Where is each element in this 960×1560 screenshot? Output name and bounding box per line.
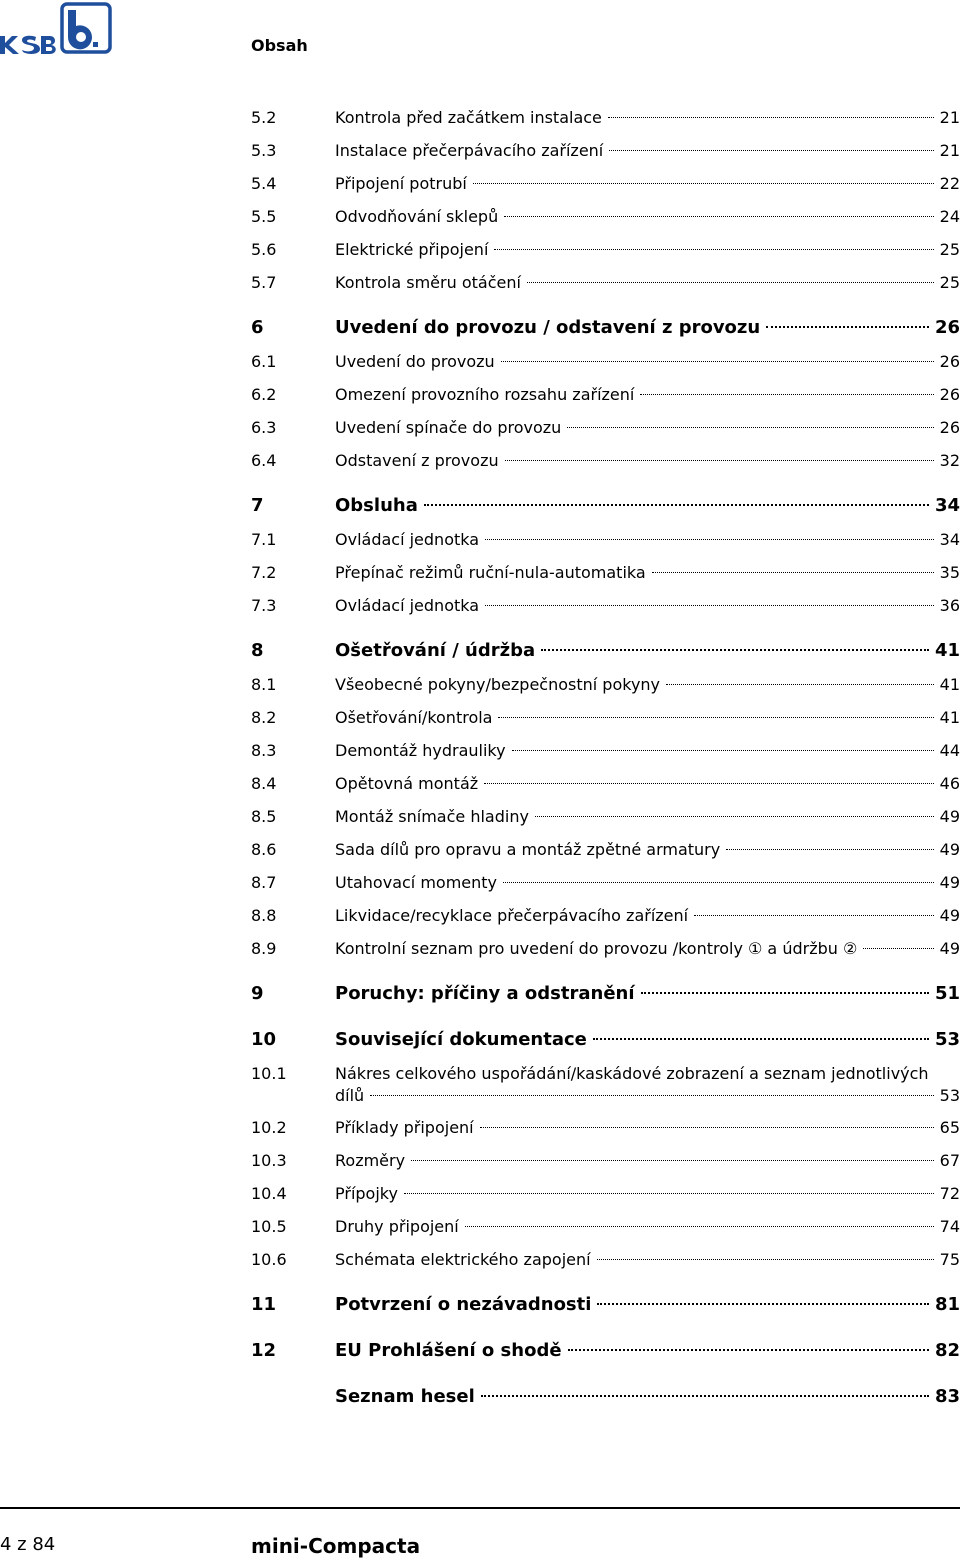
toc-entry-body (335, 800, 960, 833)
toc-entry-page: 22 (939, 174, 960, 193)
toc-entry-page: 44 (939, 741, 960, 760)
toc-entry-body (335, 1079, 960, 1112)
toc-entry-number: 5.2 (251, 108, 277, 127)
toc-chapter-entry[interactable] (251, 1288, 960, 1322)
toc-entry-title: Ovládací jednotka (335, 596, 480, 615)
toc-entry-body (335, 833, 960, 866)
toc-entry-body (335, 1288, 960, 1322)
toc-entry-number: 5.5 (251, 207, 277, 226)
toc-entry-number: 8 (251, 640, 264, 661)
toc-entry-number: 12 (251, 1340, 277, 1361)
toc-entry-title: Obsluha (335, 495, 418, 516)
toc-entry-title: Všeobecné pokyny/bezpečnostní pokyny (335, 675, 661, 694)
toc-entry-number: 10.5 (251, 1217, 287, 1236)
toc-section-entry[interactable] (251, 345, 960, 378)
toc-entry-page: 72 (939, 1184, 960, 1203)
toc-entry-page: 36 (939, 596, 960, 615)
toc-section-entry[interactable] (251, 767, 960, 800)
toc-entry-body (335, 411, 960, 444)
toc-entry-page: 49 (939, 939, 960, 958)
toc-entry-number: 6.3 (251, 418, 277, 437)
toc-section-entry[interactable] (251, 800, 960, 833)
toc-section-entry[interactable] (251, 866, 960, 899)
footer-divider (0, 1507, 960, 1509)
toc-entry-body (335, 200, 960, 233)
toc-section-entry[interactable] (251, 556, 960, 589)
toc-entry-number: 10.3 (251, 1151, 287, 1170)
toc-entry-body (335, 233, 960, 266)
toc-entry-number: 10.1 (251, 1064, 287, 1083)
toc-entry-body (335, 634, 960, 668)
toc-section-entry[interactable] (251, 378, 960, 411)
toc-chapter-entry[interactable] (251, 634, 960, 668)
toc-entry-title: Ovládací jednotka (335, 530, 480, 549)
toc-entry-page: 41 (939, 708, 960, 727)
toc-entry-body (335, 1023, 960, 1057)
toc-entry-title: Odstavení z provozu (335, 451, 499, 470)
toc-chapter-entry[interactable] (251, 977, 960, 1011)
header-title: Obsah (251, 36, 308, 55)
toc-entry-title: Uvedení do provozu (335, 352, 495, 371)
toc-entry-page: 46 (939, 774, 960, 793)
toc-section-entry[interactable] (251, 1243, 960, 1276)
toc-chapter-entry[interactable] (251, 1023, 960, 1057)
toc-entry-body (335, 1243, 960, 1276)
toc-entry-page: 25 (939, 240, 960, 259)
toc-entry-body (335, 266, 960, 299)
toc-entry-page: 25 (939, 273, 960, 292)
toc-entry-body (335, 866, 960, 899)
toc-dot-leader (481, 1395, 929, 1397)
toc-entry-body (335, 1380, 960, 1414)
toc-entry-title: Související dokumentace (335, 1029, 587, 1050)
toc-gap (251, 477, 960, 489)
toc-dot-leader (608, 117, 934, 118)
toc-entry-body (335, 977, 960, 1011)
toc-entry-number: 8.1 (251, 675, 277, 694)
toc-section-entry[interactable] (251, 1177, 960, 1210)
toc-entry-page: 83 (934, 1386, 960, 1407)
toc-entry-page: 34 (934, 495, 960, 516)
toc-entry-title: Montáž snímače hladiny (335, 807, 529, 826)
toc-entry-title: Demontáž hydrauliky (335, 741, 506, 760)
toc-entry-title: Sada dílů pro opravu a montáž zpětné armatury (335, 840, 721, 859)
toc-entry-page: 65 (939, 1118, 960, 1137)
toc-entry-title: Elektrické připojení (335, 240, 489, 259)
toc-entry-title: Kontrola směru otáčení (335, 273, 521, 292)
toc-entry-body (335, 167, 960, 200)
toc-entry-title: Uvedení do provozu / odstavení z provozu (335, 317, 761, 338)
toc-entry-number: 8.4 (251, 774, 277, 793)
toc-entry-number: 11 (251, 1294, 277, 1315)
toc-entry-title: EU Prohlášení o shodě (335, 1340, 562, 1361)
toc-entry-body (335, 134, 960, 167)
toc-entry-title: dílů (335, 1086, 365, 1105)
toc-gap (251, 1368, 960, 1380)
toc-entry-body (335, 1334, 960, 1368)
toc-entry-title: Druhy připojení (335, 1217, 459, 1236)
toc-dot-leader (485, 605, 934, 606)
toc-entry-number: 10.6 (251, 1250, 287, 1269)
toc-entry-body (335, 523, 960, 556)
toc-entry-body (335, 1210, 960, 1243)
toc-section-entry[interactable] (251, 523, 960, 556)
toc-dot-leader (597, 1303, 929, 1305)
toc-entry-number: 8.8 (251, 906, 277, 925)
toc-section-entry[interactable] (251, 668, 960, 701)
toc-entry-body (335, 932, 960, 965)
toc-entry-title: Ošetřování / údržba (335, 640, 536, 661)
toc-entry-number: 9 (251, 983, 264, 1004)
toc-section-entry[interactable] (251, 589, 960, 622)
toc-section-entry[interactable] (251, 1111, 960, 1144)
toc-section-entry[interactable] (251, 134, 960, 167)
toc-dot-leader (640, 394, 933, 395)
toc-entry-body (335, 899, 960, 932)
toc-entry-page: 35 (939, 563, 960, 582)
toc-gap (251, 622, 960, 634)
toc-dot-leader (535, 816, 934, 817)
toc-section-entry[interactable] (251, 101, 960, 134)
toc-entry-body (335, 1177, 960, 1210)
toc-entry-page: 26 (934, 317, 960, 338)
toc-gap (251, 1011, 960, 1023)
toc-entry-title-line1: Nákres celkového uspořádání/kaskádové zobrazení a seznam jednotlivých (335, 1064, 929, 1083)
toc-dot-leader (766, 326, 929, 328)
toc-entry-title: Kontrola před začátkem instalace (335, 108, 602, 127)
toc-dot-leader (370, 1095, 933, 1096)
toc-entry-body (335, 1144, 960, 1177)
toc-dot-leader (494, 249, 933, 250)
toc-dot-leader (484, 783, 933, 784)
toc-entry-number: 6.1 (251, 352, 277, 371)
toc-entry-page: 49 (939, 906, 960, 925)
toc-entry-body (335, 345, 960, 378)
toc-entry-body (335, 701, 960, 734)
toc-entry-title: Ošetřování/kontrola (335, 708, 493, 727)
toc-entry-body (335, 668, 960, 701)
toc-dot-leader (501, 361, 934, 362)
table-of-contents (251, 101, 960, 1414)
toc-entry-title: Potvrzení o nezávadnosti (335, 1294, 592, 1315)
toc-dot-leader (609, 150, 933, 151)
toc-dot-leader (498, 717, 933, 718)
toc-entry-body (335, 378, 960, 411)
toc-entry-page: 74 (939, 1217, 960, 1236)
toc-entry-number: 8.7 (251, 873, 277, 892)
toc-dot-leader (424, 504, 929, 506)
toc-dot-leader (541, 649, 929, 651)
toc-dot-leader (505, 460, 934, 461)
toc-entry-page: 34 (939, 530, 960, 549)
toc-entry-page: 53 (934, 1029, 960, 1050)
toc-chapter-entry[interactable] (251, 489, 960, 523)
toc-section-entry[interactable] (251, 266, 960, 299)
toc-entry-number: 7 (251, 495, 264, 516)
toc-entry-page: 24 (939, 207, 960, 226)
toc-dot-leader (652, 572, 934, 573)
ksb-logo-icon (0, 2, 115, 54)
toc-dot-leader (473, 183, 934, 184)
toc-entry-title: Schémata elektrického zapojení (335, 1250, 591, 1269)
toc-entry-page: 26 (939, 352, 960, 371)
toc-entry-number: 10 (251, 1029, 277, 1050)
toc-gap (251, 1322, 960, 1334)
ksb-logo (0, 2, 115, 54)
toc-dot-leader (666, 684, 934, 685)
toc-entry-title: Přípojky (335, 1184, 398, 1203)
toc-entry-number: 5.3 (251, 141, 277, 160)
toc-entry-page: 51 (934, 983, 960, 1004)
toc-entry-title: Přepínač režimů ruční-nula-automatika (335, 563, 646, 582)
toc-entry-page: 81 (934, 1294, 960, 1315)
toc-entry-number: 6.4 (251, 451, 277, 470)
toc-entry-number: 8.9 (251, 939, 277, 958)
toc-section-entry[interactable] (251, 734, 960, 767)
toc-entry-title: Odvodňování sklepů (335, 207, 499, 226)
toc-entry-number: 7.1 (251, 530, 277, 549)
toc-entry-title: Uvedení spínače do provozu (335, 418, 562, 437)
toc-entry-page: 21 (939, 108, 960, 127)
toc-entry-number: 7.2 (251, 563, 277, 582)
toc-entry-page: 49 (939, 807, 960, 826)
toc-section-entry[interactable] (251, 932, 960, 965)
toc-dot-leader (404, 1193, 934, 1194)
toc-entry-page: 21 (939, 141, 960, 160)
toc-entry-page: 41 (939, 675, 960, 694)
toc-dot-leader (641, 992, 929, 994)
toc-gap (251, 965, 960, 977)
toc-dot-leader (411, 1160, 934, 1161)
toc-entry-number: 6.2 (251, 385, 277, 404)
toc-section-entry[interactable] (251, 200, 960, 233)
toc-entry-number: 5.6 (251, 240, 277, 259)
toc-entry-title: Poruchy: příčiny a odstranění (335, 983, 635, 1004)
toc-dot-leader (485, 539, 934, 540)
toc-entry-page: 67 (939, 1151, 960, 1170)
toc-section-entry[interactable] (251, 701, 960, 734)
toc-section-entry[interactable] (251, 833, 960, 866)
toc-entry-page: 32 (939, 451, 960, 470)
toc-entry-body (335, 311, 960, 345)
toc-entry-title: Seznam hesel (335, 1386, 475, 1407)
toc-entry-body (335, 444, 960, 477)
toc-dot-leader (512, 750, 934, 751)
toc-section-entry[interactable] (251, 167, 960, 200)
toc-dot-leader (726, 849, 933, 850)
toc-section-entry[interactable] (251, 1144, 960, 1177)
toc-entry-body (335, 556, 960, 589)
toc-entry-title: Likvidace/recyklace přečerpávacího zařízení (335, 906, 689, 925)
toc-section-entry[interactable] (251, 444, 960, 477)
toc-entry-body (335, 1111, 960, 1144)
toc-chapter-entry[interactable] (251, 1334, 960, 1368)
toc-entry-title: Instalace přečerpávacího zařízení (335, 141, 604, 160)
toc-entry-number: 6 (251, 317, 264, 338)
footer-page-number: 4 z 84 (0, 1534, 56, 1555)
toc-dot-leader (480, 1127, 934, 1128)
toc-entry-number: 8.2 (251, 708, 277, 727)
toc-chapter-entry[interactable] (251, 1380, 960, 1414)
toc-dot-leader (863, 948, 933, 949)
toc-entry-title: Utahovací momenty (335, 873, 498, 892)
toc-dot-leader (504, 216, 933, 217)
toc-entry-title: Rozměry (335, 1151, 406, 1170)
toc-dot-leader (465, 1226, 934, 1227)
toc-gap (251, 299, 960, 311)
toc-entry-page: 41 (934, 640, 960, 661)
toc-dot-leader (597, 1259, 934, 1260)
toc-section-entry[interactable] (251, 411, 960, 444)
toc-entry-page: 53 (939, 1086, 960, 1105)
toc-dot-leader (694, 915, 934, 916)
toc-entry-page: 26 (939, 385, 960, 404)
toc-entry-title: Příklady připojení (335, 1118, 474, 1137)
toc-entry-number: 10.4 (251, 1184, 287, 1203)
toc-entry-number: 7.3 (251, 596, 277, 615)
footer-product-name: mini-Compacta (251, 1534, 421, 1558)
toc-entry-number: 10.2 (251, 1118, 287, 1137)
toc-dot-leader (593, 1038, 929, 1040)
toc-dot-leader (503, 882, 934, 883)
toc-entry-title: Připojení potrubí (335, 174, 467, 193)
toc-entry-page: 82 (934, 1340, 960, 1361)
toc-entry-number: 8.3 (251, 741, 277, 760)
toc-section-entry[interactable] (251, 1057, 960, 1111)
toc-entry-number: 5.4 (251, 174, 277, 193)
toc-entry-body (335, 767, 960, 800)
toc-section-entry[interactable] (251, 233, 960, 266)
toc-chapter-entry[interactable] (251, 311, 960, 345)
toc-entry-page: 26 (939, 418, 960, 437)
toc-section-entry[interactable] (251, 899, 960, 932)
toc-gap (251, 1276, 960, 1288)
toc-entry-number: 5.7 (251, 273, 277, 292)
toc-entry-number: 8.6 (251, 840, 277, 859)
toc-entry-page: 75 (939, 1250, 960, 1269)
toc-entry-page: 49 (939, 840, 960, 859)
toc-entry-title: Omezení provozního rozsahu zařízení (335, 385, 635, 404)
toc-entry-body (335, 101, 960, 134)
toc-entry-page: 49 (939, 873, 960, 892)
toc-entry-number: 8.5 (251, 807, 277, 826)
toc-dot-leader (567, 427, 933, 428)
toc-dot-leader (527, 282, 934, 283)
toc-entry-body (335, 734, 960, 767)
toc-entry-title: Opětovná montáž (335, 774, 479, 793)
toc-entry-body (335, 589, 960, 622)
toc-section-entry[interactable] (251, 1210, 960, 1243)
toc-dot-leader (568, 1349, 929, 1351)
toc-entry-body (335, 489, 960, 523)
toc-entry-title: Kontrolní seznam pro uvedení do provozu /kontroly ① a údržbu ② (335, 939, 858, 958)
